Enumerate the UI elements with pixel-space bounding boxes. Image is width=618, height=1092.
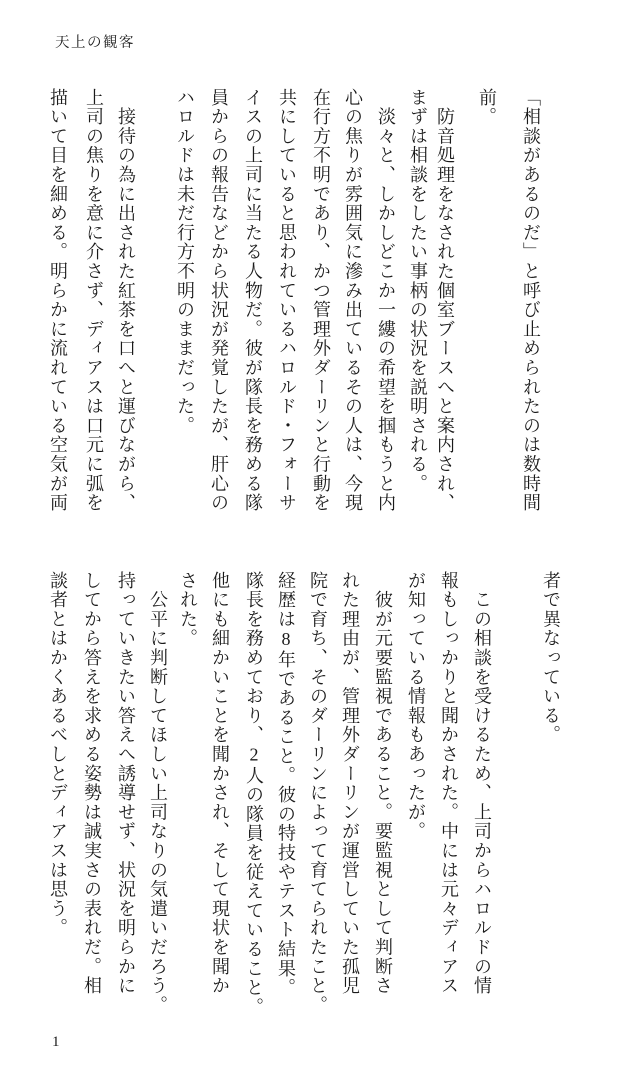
text-column: 隊長を務めており、2人の隊員を従えていること。	[244, 571, 264, 1017]
text-column: 上司の焦りを意に介さず、ディアスは口元に弧を	[84, 88, 104, 513]
text-column: 公平に判断してほしい上司なりの気遣いだろう。	[148, 571, 168, 1015]
text-column: 「相談があるのだ」と呼び止められたのは数時間	[521, 88, 541, 513]
text-column: 者で異なっている。	[541, 571, 561, 745]
text-column: 描いて目を細める。明らかに流れている空気が両	[48, 88, 68, 513]
text-column: 報もしっかりと聞かされた。中には元々ディアス	[439, 571, 459, 996]
text-column: イスの上司に当たる人物だ。彼が隊長を務める隊	[243, 88, 263, 513]
text-column: ハロルドは未だ行方不明のままだった。	[175, 88, 195, 436]
text-column: この相談を受けるため、上司からハロルドの情	[472, 571, 492, 996]
text-column: れた理由が、管理外ダーリンが運営していた孤児	[340, 571, 360, 996]
text-column: 院で育ち、そのダーリンによって育てられたこと。	[308, 571, 328, 1015]
text-column: してから答えを求める姿勢は誠実さの表れだ。相	[82, 571, 102, 996]
text-column: まずは相談をしたい事柄の状況を説明される。	[408, 88, 428, 494]
text-column: 前。	[477, 88, 497, 127]
text-column: 淡々と、しかしどこか一縷の希望を掴もうと内	[376, 88, 396, 513]
page-title: 天上の観客	[55, 35, 135, 51]
text-column: が知っている情報もあったが。	[406, 571, 426, 842]
text-column: 経歴は8年であること。彼の特技やテスト結果。	[276, 571, 296, 998]
text-column: 在行方不明であり、かつ管理外ダーリンと行動を	[311, 88, 331, 513]
text-column: 持っていきたい答えへ誘導せず、状況を明らかに	[116, 571, 136, 996]
text-column: 接待の為に出された紅茶を口へと運びながら、	[116, 88, 136, 513]
page-number: 1	[52, 1034, 60, 1050]
text-column: された。	[178, 571, 198, 649]
text-column: 共にしていると思われているハロルド・フォーサ	[277, 88, 297, 513]
text-column: 他にも細かいことを聞かされ、そして現状を聞か	[210, 571, 230, 996]
text-column: 談者とはかくあるべしとディアスは思う。	[48, 571, 68, 938]
text-column: 心の焦りが雰囲気に滲み出ているその人は、今現	[343, 88, 363, 513]
text-column: 員からの報告などから状況が発覚したが、肝心の	[209, 88, 229, 513]
text-column: 彼が元要監視であること。要監視として判断さ	[373, 571, 393, 996]
text-column: 防音処理をなされた個室ブースへと案内され、	[435, 88, 455, 513]
